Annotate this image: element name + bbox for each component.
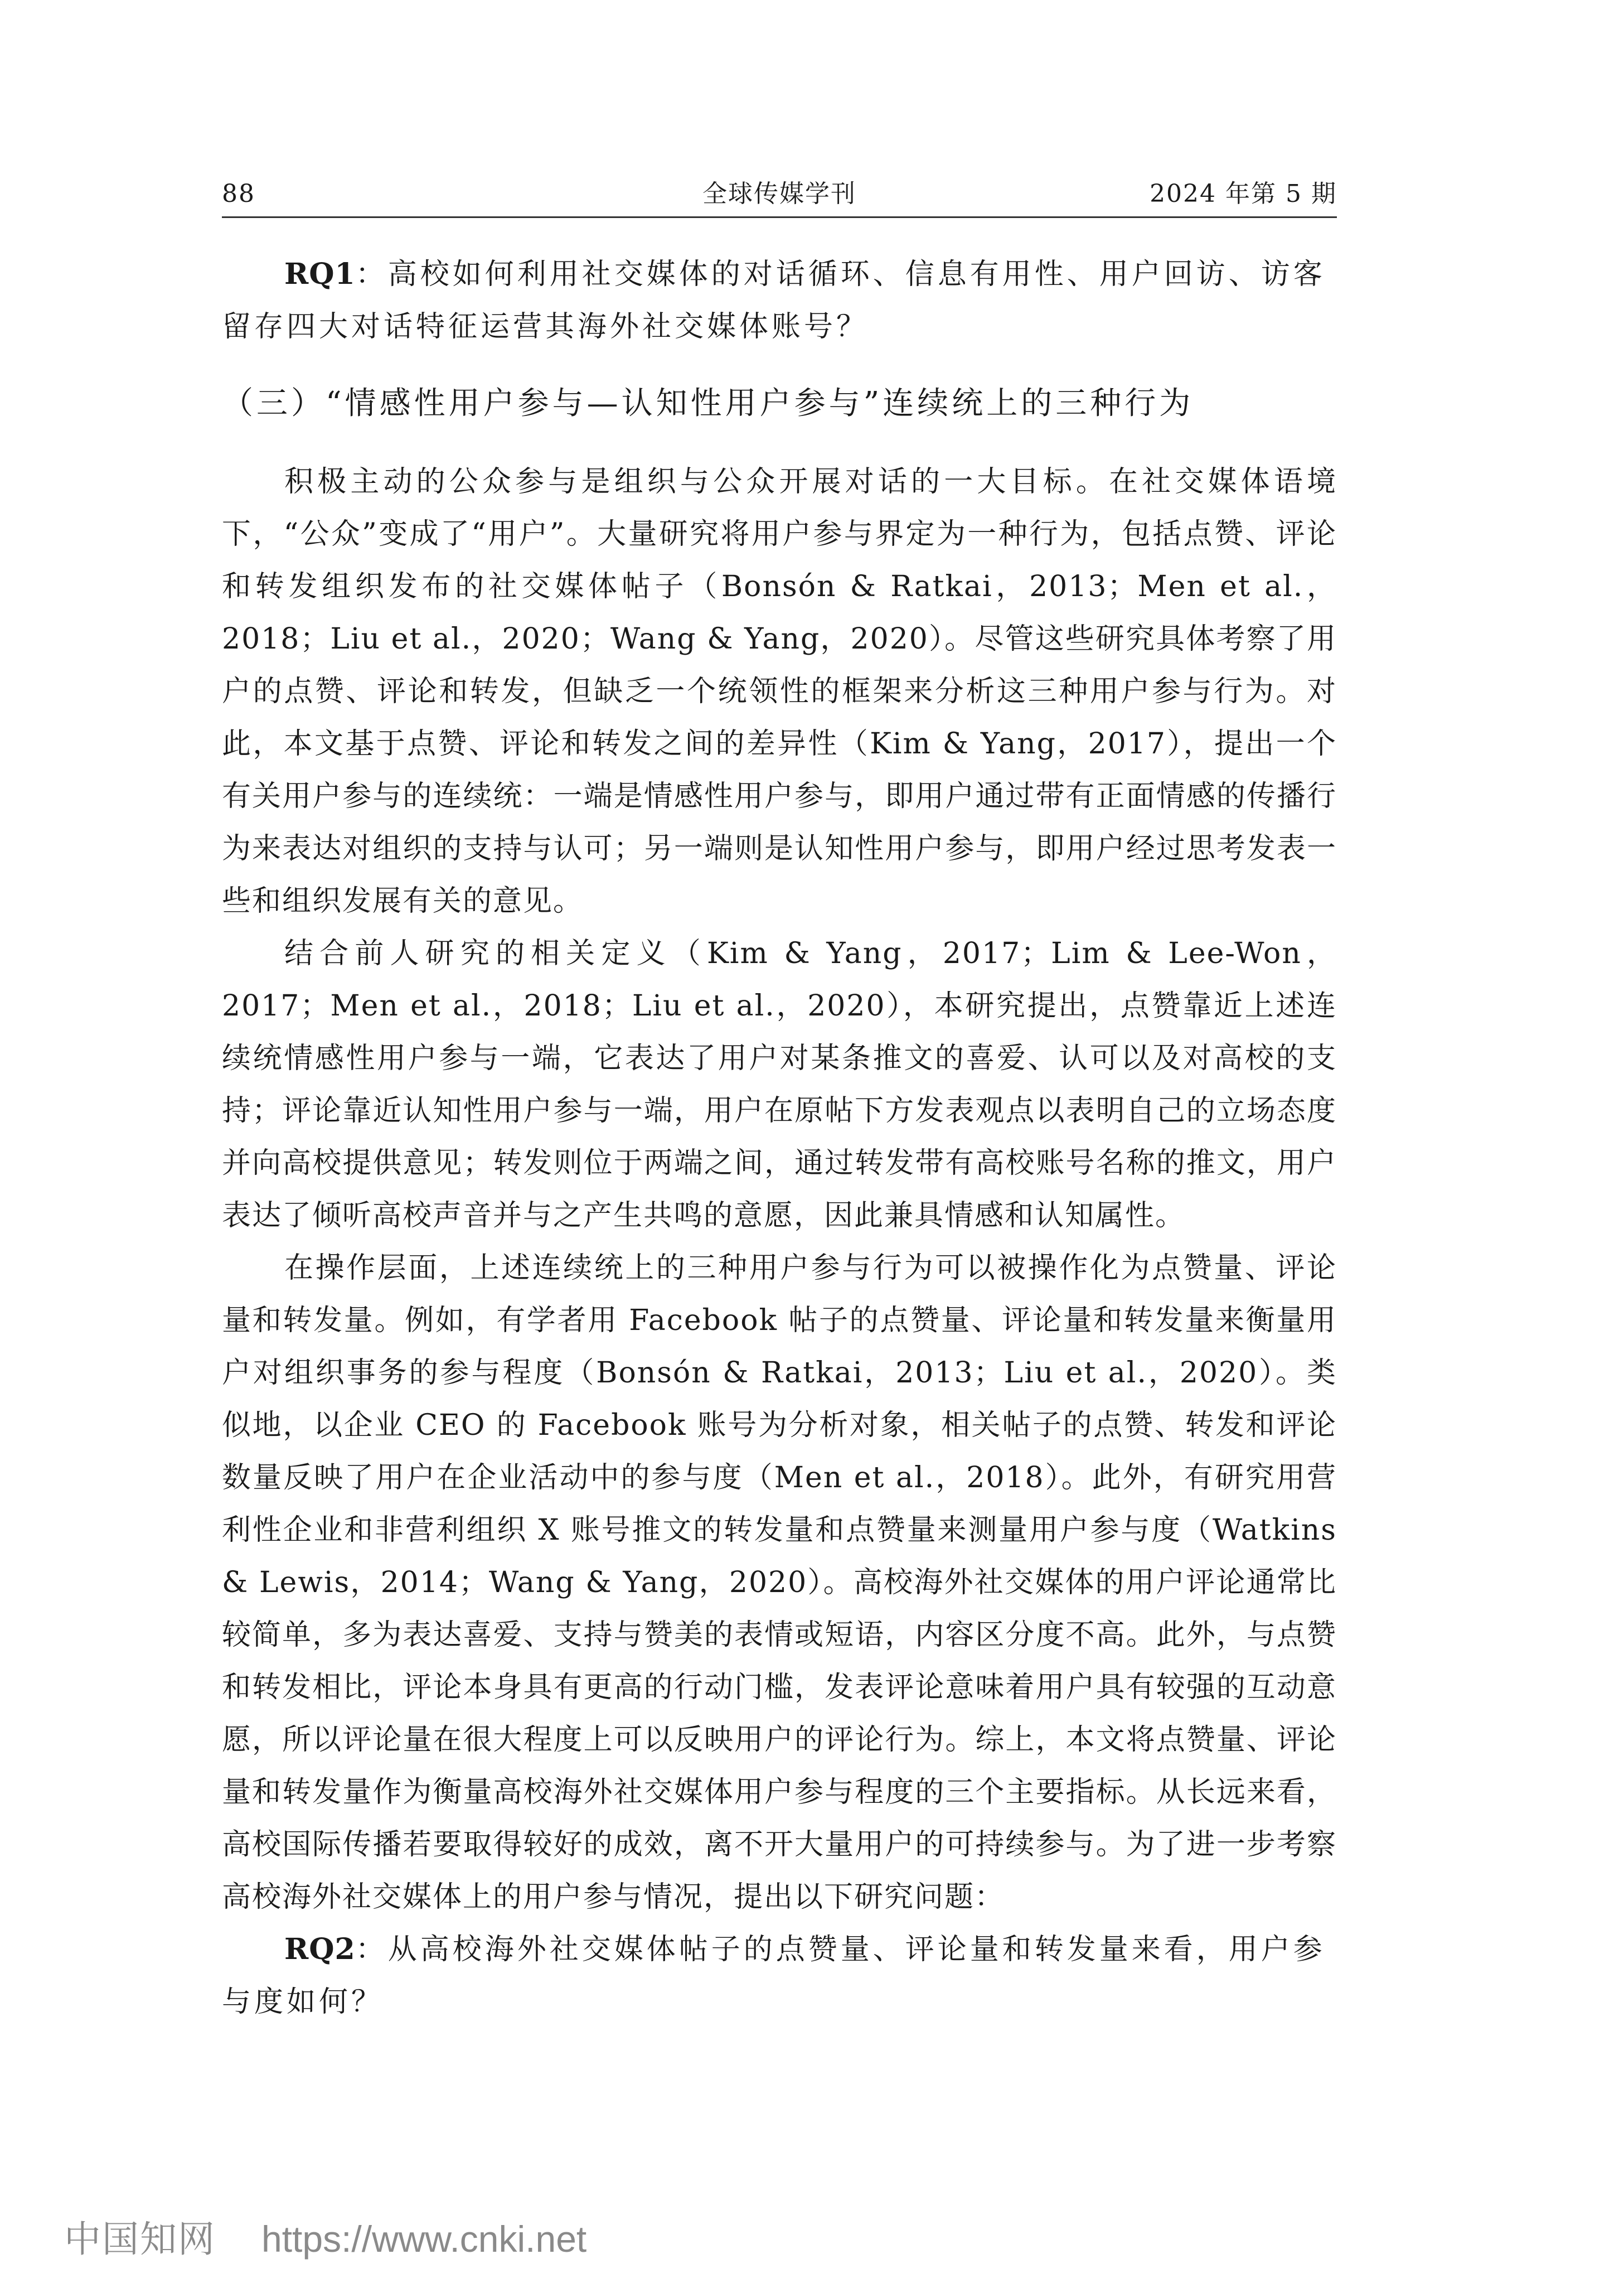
paragraph-1: 积极主动的公众参与是组织与公众开展对话的一大目标。在社交媒体语境下，“公众”变成了“用户”。大量研究将用户参与界定为一种行为，包括点赞、评论和转发组织发布的社交媒体帖子（Bonsón & Ratkai，2013；Men et al.，2018；Liu et al.，2020；Wang & Yang，2020）。尽管这些研究具体考察了用户的点赞、评论和转发，但缺乏一个统领性的框架来分析这三种用户参与行为。对此，本文基于点赞、评论和转发之间的差异性（Kim & Yang，2017），提出一个有关用户参与的连续统：一端是情感性用户参与，即用户通过带有正面情感的传播行为来表达对组织的支持与认可；另一端则是认知性用户参与，即用户经过思考发表一些和组织发展有关的意见。: [222, 465, 1337, 918]
paragraph-3: 在操作层面，上述连续统上的三种用户参与行为可以被操作化为点赞量、评论量和转发量。例如，有学者用 Facebook 帖子的点赞量、评论量和转发量来衡量用户对组织事务的参与程度（Bonsón & Ratkai，2013；Liu et al.，2020）。类似地，以企业 CEO 的 Facebook 账号为分析对象，相关帖子的点赞、转发和评论数量反映了用户在企业活动中的参与度（Men et al.，2018）。此外，有研究用营利性企业和非营利组织 X 账号推文的转发量和点赞量来测量用户参与度（Watkins & Lewis，2014；Wang & Yang，2020）。高校海外社交媒体的用户评论通常比较简单，多为表达喜爱、支持与赞美的表情或短语，内容区分度不高。此外，与点赞和转发相比，评论本身具有更高的行动门槛，发表评论意味着用户具有较强的互动意愿，所以评论量在很大程度上可以反映用户的评论行为。综上，本文将点赞量、评论量和转发量作为衡量高校海外社交媒体用户参与程度的三个主要指标。从长远来看，高校国际传播若要取得较好的成效，离不开大量用户的可持续参与。为了进一步考察高校海外社交媒体上的用户参与情况，提出以下研究问题：: [222, 1251, 1337, 1914]
rq2-label: RQ2: [284, 1932, 356, 1966]
research-question-1: [222, 248, 1337, 353]
issue-label: 2024 年第 5 期: [1150, 180, 1337, 208]
rq1-label: RQ1: [284, 257, 356, 291]
watermark-brand: 中国知网: [64, 2218, 216, 2260]
journal-title: 全球传媒学刊: [702, 180, 856, 208]
rq2-text: ：从高校海外社交媒体帖子的点赞量、评论量和转发量来看，用户参与度如何？: [222, 1933, 1326, 2019]
watermark-url[interactable]: https://www.cnki.net: [261, 2218, 587, 2260]
page-number: 88: [222, 180, 255, 208]
section-heading: （三）“情感性用户参与—认知性用户参与”连续统上的三种行为: [222, 385, 1194, 422]
article-body: [222, 248, 1337, 2028]
cnki-watermark: [64, 2217, 586, 2261]
paragraph-2: 结合前人研究的相关定义（Kim & Yang，2017；Lim & Lee-Won，2017；Men et al.，2018；Liu et al.，2020），本研究提出，点赞靠近上述连续统情感性用户参与一端，它表达了用户对某条推文的喜爱、认可以及对高校的支持；评论靠近认知性用户参与一端，用户在原帖下方发表观点以表明自己的立场态度并向高校提供意见；转发则位于两端之间，通过转发带有高校账号名称的推文，用户表达了倾听高校声音并与之产生共鸣的意愿，因此兼具情感和认知属性。: [222, 937, 1337, 1232]
research-question-2: [222, 1923, 1337, 2028]
rq1-text: ：高校如何利用社交媒体的对话循环、信息有用性、用户回访、访客留存四大对话特征运营其海外社交媒体账号？: [222, 258, 1326, 344]
page-header: [222, 177, 1337, 218]
